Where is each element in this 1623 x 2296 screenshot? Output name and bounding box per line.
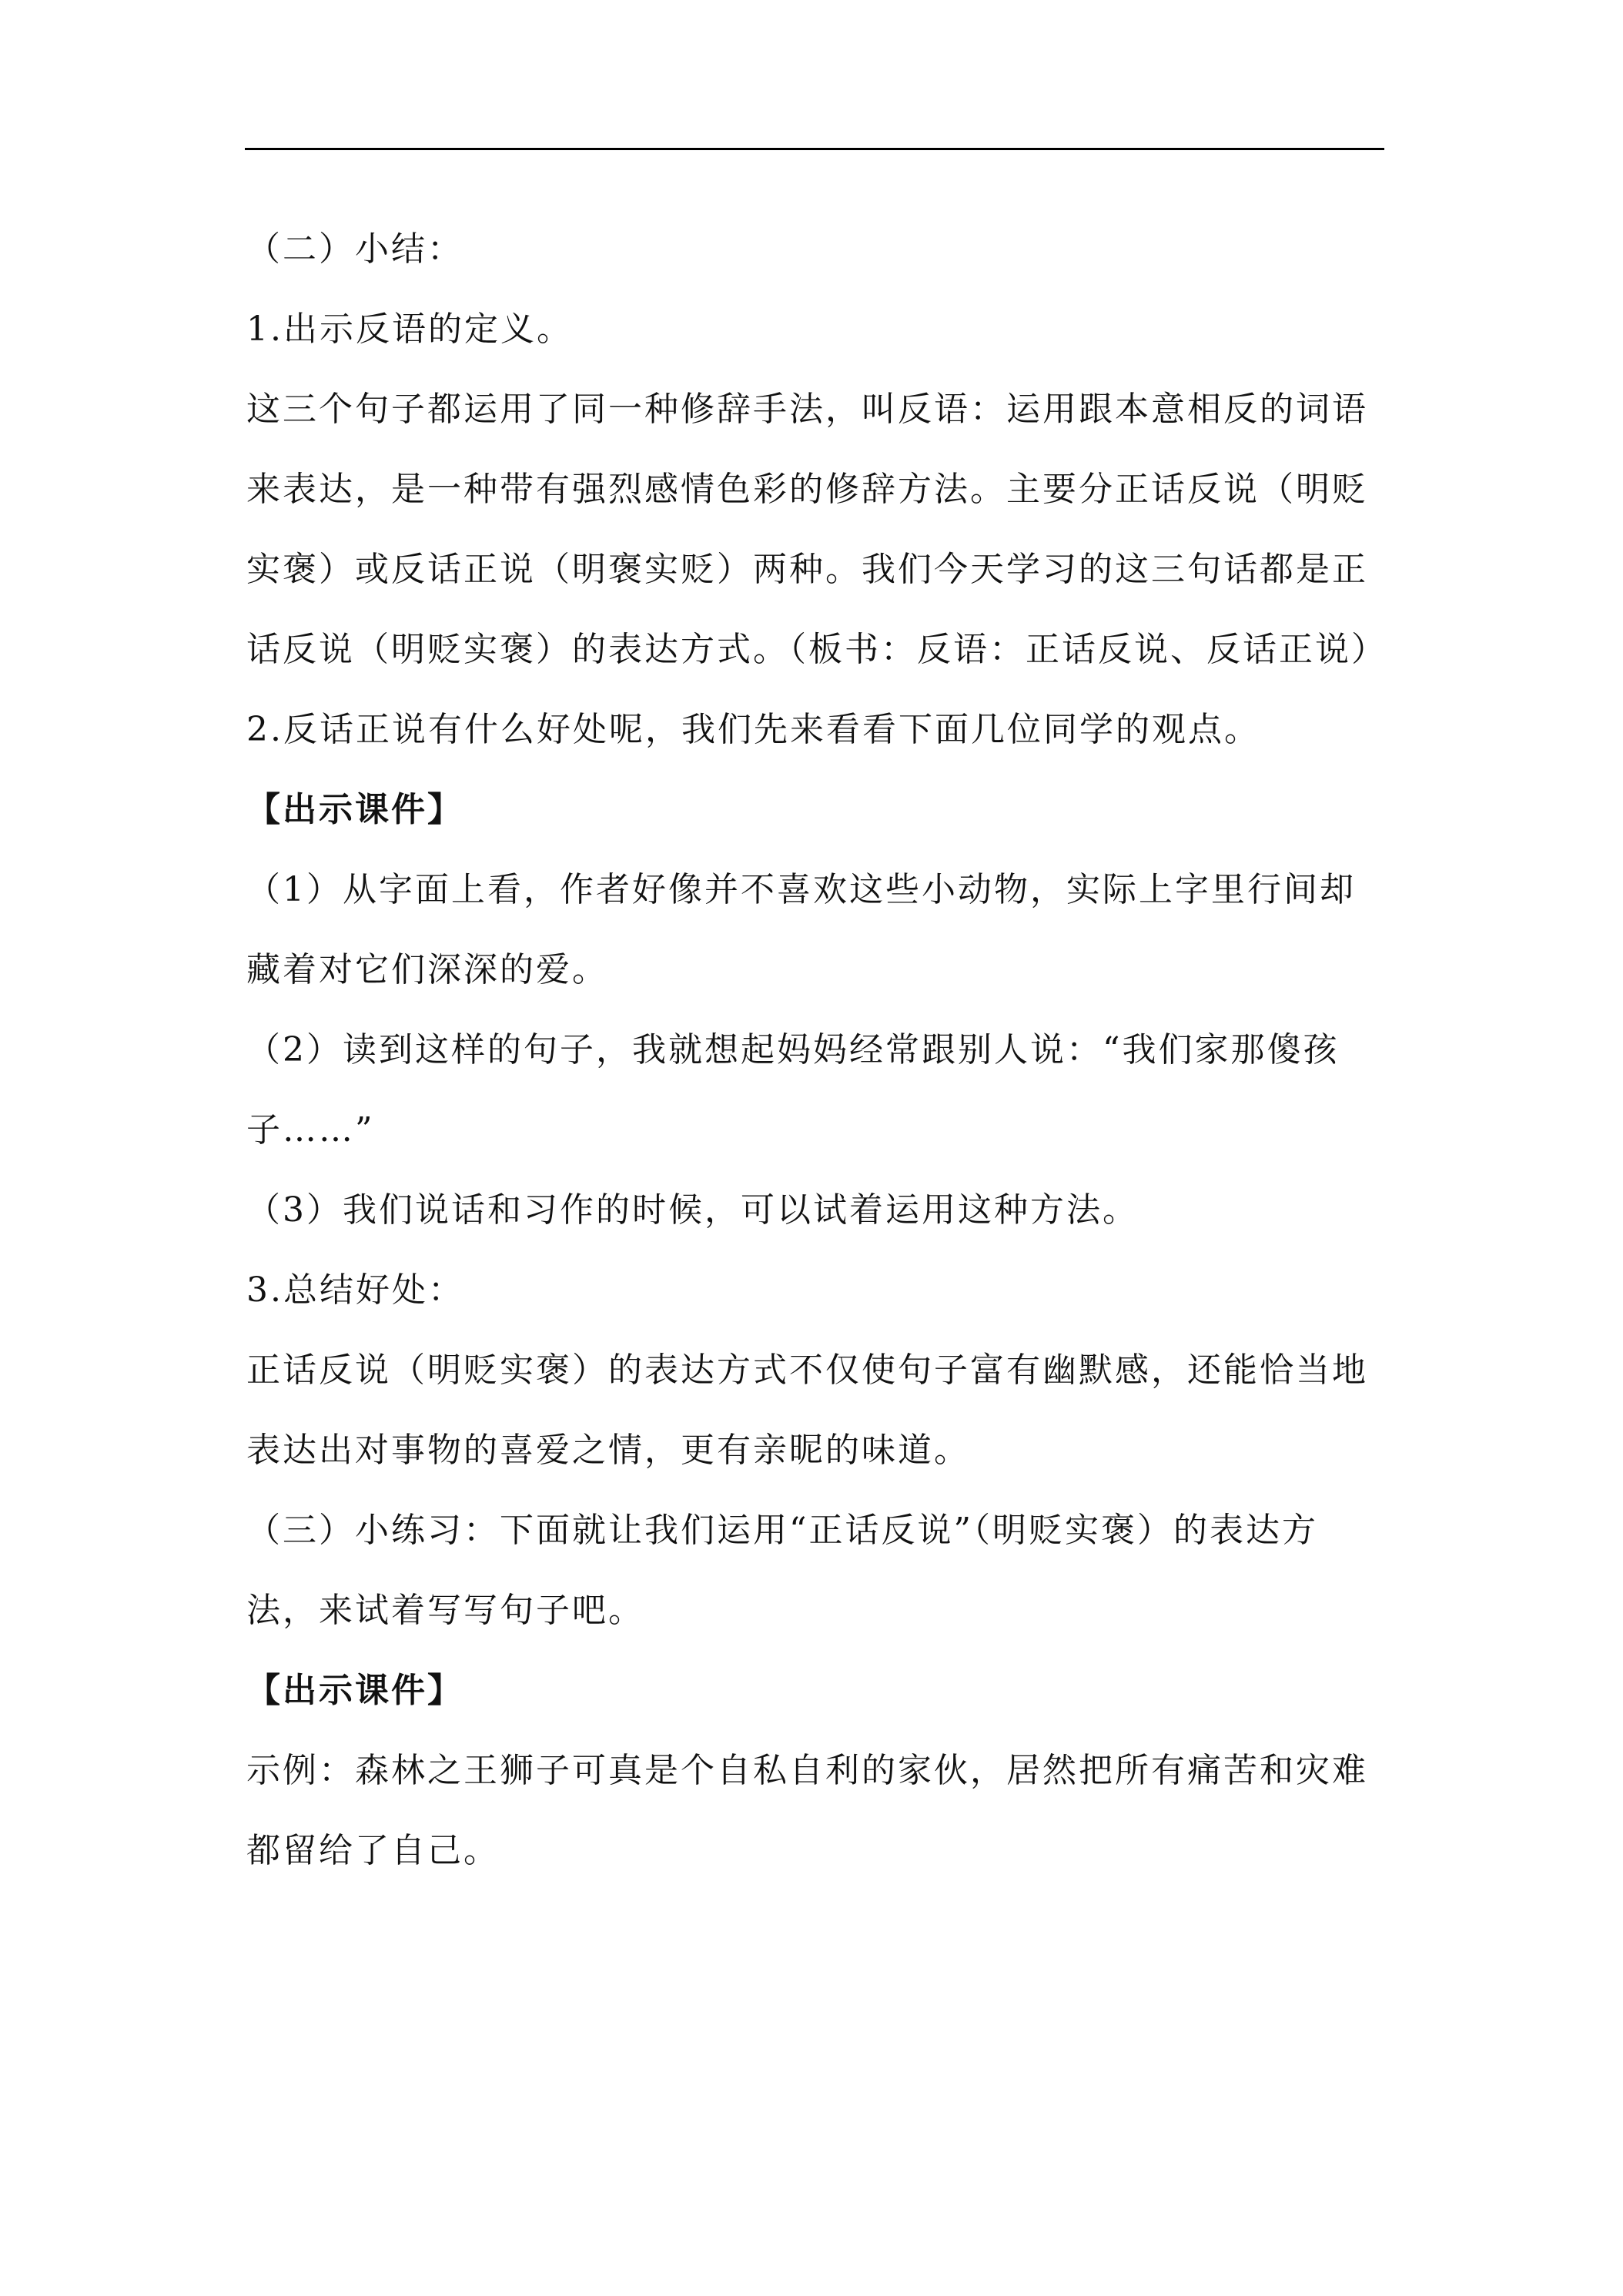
section-heading-summary: （二）小结： [246,229,463,269]
paragraph-definition-text: 这三个句子都运用了同一种修辞手法，叫反语：运用跟本意相反的词语来表达，是一种带有强烈感情色彩的修辞方法。主要分正话反说（明贬实褒）或反话正说（明褒实贬）两种。我们今天学习的这三句话都是正话反说（明贬实褒）的表达方式。（板书：反语：正话反说、反话正说） [246,390,1387,669]
list-item-summarize-benefits: 3.总结好处： [246,1270,464,1310]
courseware-label: 【出示课件】 [246,790,463,829]
document-body [246,209,1386,1891]
list-item-benefits-question: 2.反话正说有什么好处呢，我们先来看看下面几位同学的观点。 [246,710,1260,749]
viewpoint-3: （3）我们说话和习作的时候，可以试着运用这种方法。 [246,1190,1139,1230]
section-heading-practice: （三）小练习：下面就让我们运用“正话反说”（明贬实褒）的表达方法，来试着写写句子吧。 [246,1511,1318,1630]
header-rule [245,148,1384,150]
viewpoint-1: （1）从字面上看，作者好像并不喜欢这些小动物，实际上字里行间却藏着对它们深深的爱。 [246,870,1356,989]
list-item-definition: 1.出示反语的定义。 [246,310,573,349]
paragraph-benefits-text: 正话反说（明贬实褒）的表达方式不仅使句子富有幽默感，还能恰当地表达出对事物的喜爱之情，更有亲昵的味道。 [246,1350,1368,1470]
viewpoint-2: （2）读到这样的句子，我就想起妈妈经常跟别人说：“我们家那傻孩子……” [246,1030,1340,1150]
example-sentence: 示例：森林之王狮子可真是个自私自利的家伙，居然把所有痛苦和灾难都留给了自己。 [246,1751,1368,1870]
courseware-label: 【出示课件】 [246,1671,463,1710]
